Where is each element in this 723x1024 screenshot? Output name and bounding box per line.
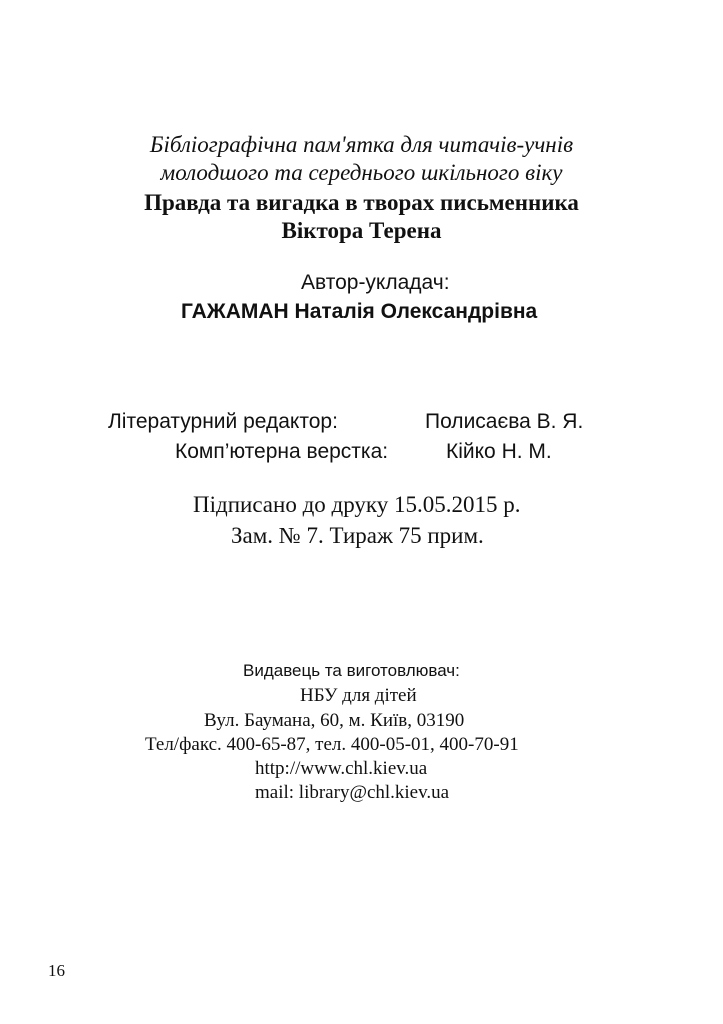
publisher-name: НБУ для дітей <box>300 685 417 706</box>
signed-for-print: Підписано до друку 15.05.2015 р. <box>193 492 521 517</box>
author-name: ГАЖАМАН Наталія Олександрівна <box>181 300 538 323</box>
editor-name: Полисаєва В. Я. <box>425 410 584 433</box>
editor-label: Літературний редактор: <box>108 410 338 433</box>
publisher-website[interactable]: http://www.chl.kiev.ua <box>255 758 428 779</box>
memo-title-line-1: Правда та вигадка в творах письменника <box>144 190 579 215</box>
publisher-email[interactable]: mail: library@chl.kiev.ua <box>255 782 450 803</box>
publisher-address: Вул. Баумана, 60, м. Київ, 03190 <box>204 710 465 731</box>
publisher-phones: Тел/факс. 400-65-87, тел. 400-05-01, 400-70-91 <box>145 734 519 755</box>
publisher-label: Видавець та виготовлювач: <box>243 661 460 680</box>
layout-name: Кійко Н. М. <box>446 440 552 463</box>
memo-subtitle-line-1: Бібліографічна пам'ятка для читачів-учнів <box>149 132 574 157</box>
author-label: Автор-укладач: <box>301 271 450 294</box>
order-and-run: Зам. № 7. Тираж 75 прим. <box>231 523 484 548</box>
memo-title-line-2: Віктора Терена <box>281 218 442 243</box>
layout-label: Комп’ютерна верстка: <box>175 440 389 463</box>
memo-subtitle-line-2: молодшого та середнього шкільного віку <box>160 160 563 185</box>
page-number: 16 <box>48 961 65 980</box>
